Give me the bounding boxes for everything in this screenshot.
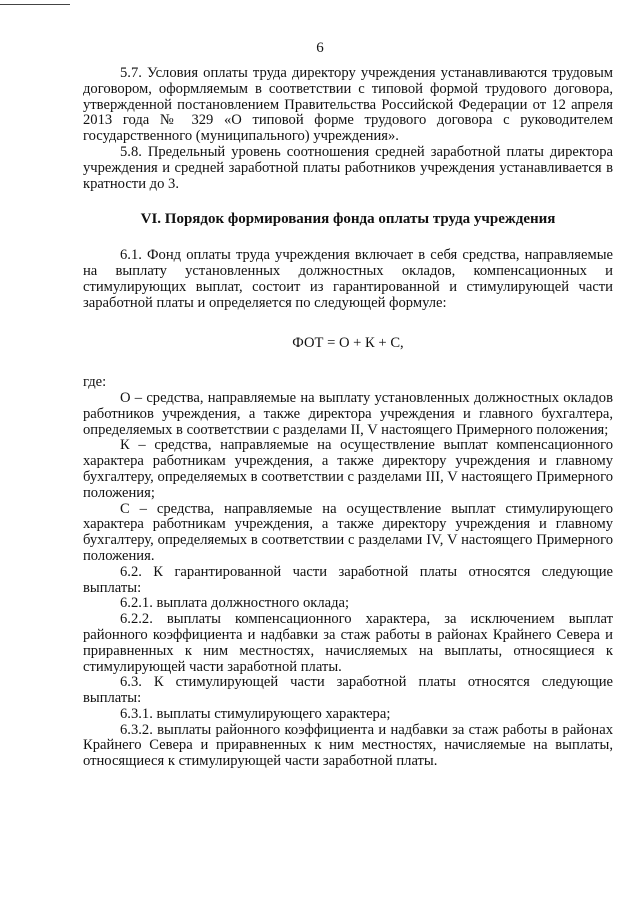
definition-o: О – средства, направляемые на выплату установленных должностных окладов работников учреждения, а также директора учреждения и главного бухгалтера, определяемых в соответствии с разделами II, V настоящего Примерного положения;	[83, 389, 613, 438]
section-heading: VI. Порядок формирования фонда оплаты труда учреждения	[140, 211, 556, 228]
paragraph-6-1: 6.1. Фонд оплаты труда учреждения включает в себя средства, направляемые на выплату установленных должностных окладов, компенсационных и стимулирующих выплат, состоит из гарантированной и стимулирующей части заработной платы и определяется по следующей формуле:	[83, 247, 613, 311]
paragraph-5-7: 5.7. Условия оплаты труда директору учреждения устанавливаются трудовым договором, оформляемым в соответствии с типовой формой трудового договора, утвержденной постановлением Правительства Российской Федерации от 12 апреля 2013 года № 329 «О типовой форме трудового договора с руководителем государственного (муниципального) учреждения».	[83, 65, 613, 145]
corner-mark	[0, 0, 70, 5]
paragraph-6-3-2: 6.3.2. выплаты районного коэффициента и надбавки за стаж работы в районах Крайнего Севера и приравненных к ним местностях, начисляемые на выплаты, относящиеся к стимулирующей части заработной платы.	[83, 721, 613, 770]
paragraph-6-2-2: 6.2.2. выплаты компенсационного характера, за исключением выплат районного коэффициента и надбавки за стаж работы в районах Крайнего Севера и приравненных к ним местностях, начисляемых на выплаты, относящиеся к стимулирующей части заработной платы.	[83, 611, 613, 675]
formula: ФОТ = О + К + С,	[292, 335, 404, 352]
definition-k: К – средства, направляемые на осуществление выплат компенсационного характера работникам учреждения, а также директору учреждения и главному бухгалтеру, определяемых в соответствии с разделами III, V настоящего Примерного положения;	[83, 437, 613, 501]
paragraph-6-3-1: 6.3.1. выплаты стимулирующего характера;	[120, 705, 391, 722]
page-number: 6	[316, 40, 324, 56]
paragraph-6-2-1: 6.2.1. выплата должностного оклада;	[120, 595, 350, 612]
definition-c: С – средства, направляемые на осуществление выплат стимулирующего характера работникам учреждения, а также директору учреждения и главному бухгалтеру, определяемых в соответствии с разделами IV, V настоящего Примерного положения.	[83, 500, 613, 564]
paragraph-6-2: 6.2. К гарантированной части заработной платы относятся следующие выплаты:	[83, 563, 613, 596]
where-label: где:	[83, 374, 107, 391]
definitions-list	[83, 391, 613, 565]
paragraph-6-3: 6.3. К стимулирующей части заработной платы относятся следующие выплаты:	[83, 674, 613, 707]
document-body	[83, 66, 613, 770]
paragraph-5-8: 5.8. Предельный уровень соотношения средней заработной платы директора учреждения и средней заработной платы работников учреждения устанавливается в кратности до 3.	[83, 143, 613, 192]
